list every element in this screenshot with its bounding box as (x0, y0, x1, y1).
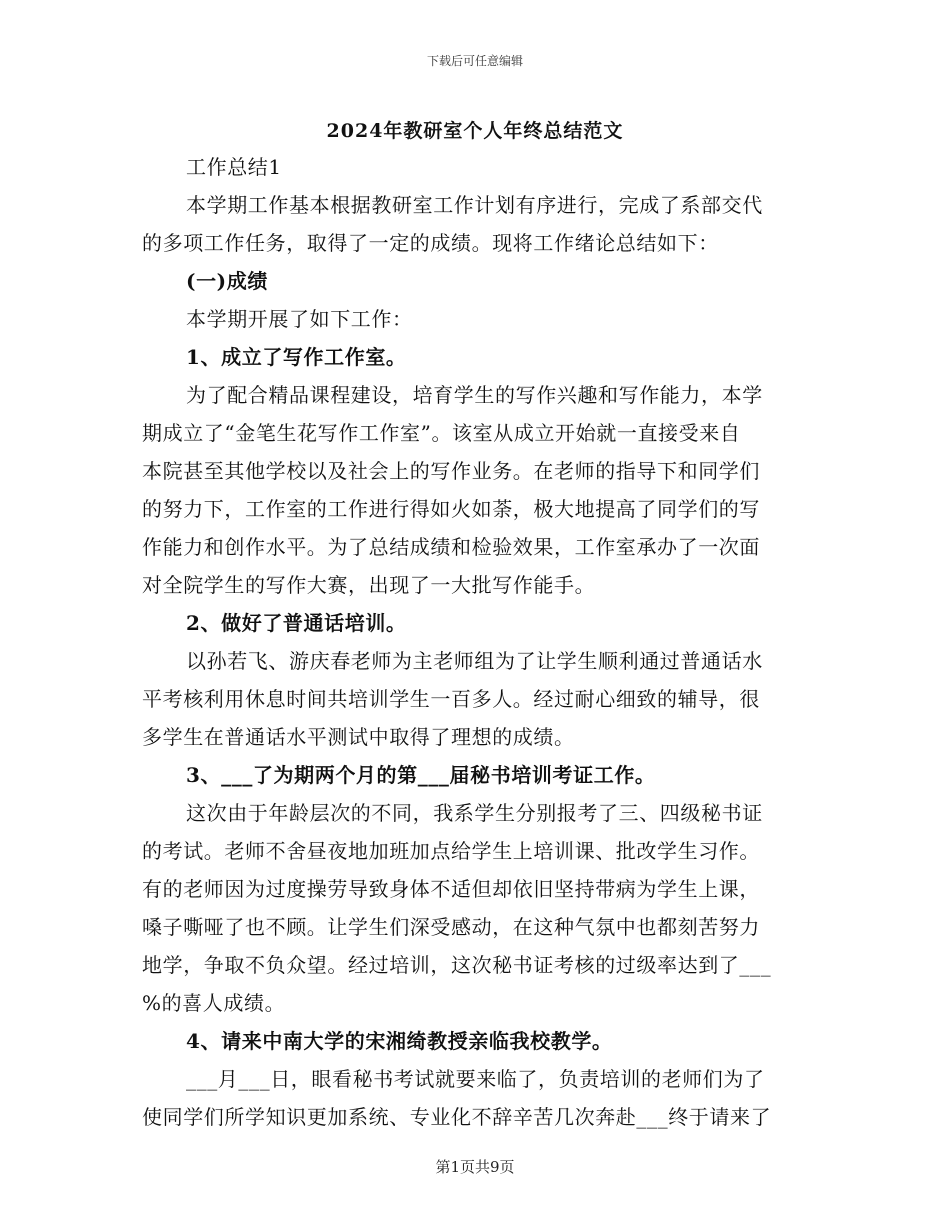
body-text-line: 平考核利用休息时间共培训学生一百多人。经过耐心细致的辅导，很 (142, 687, 760, 711)
body-text-line: 工作总结1 (186, 155, 282, 179)
page-footer: 第1页共9页 (435, 1158, 515, 1176)
body-text-line: 为了配合精品课程建设，培育学生的写作兴趣和写作能力，本学 (186, 383, 763, 407)
body-text-line: 嗓子嘶哑了也不顾。让学生们深受感动，在这种气氛中也都刻苦努力 (142, 915, 760, 939)
body-text-line: 对全院学生的写作大赛，出现了一大批写作能手。 (142, 573, 596, 597)
body-text-line: 本院甚至其他学校以及社会上的写作业务。在老师的指导下和同学们 (142, 459, 760, 483)
body-text-line: 这次由于年龄层次的不同，我系学生分别报考了三、四级秘书证 (186, 801, 763, 825)
section-heading: (一)成绩 (186, 269, 268, 293)
body-text-line: ___月___日，眼看秘书考试就要来临了，负责培训的老师们为了 (186, 1067, 765, 1091)
body-text-line: 本学期工作基本根据教研室工作计划有序进行，完成了系部交代 (186, 193, 763, 217)
body-text-line: 的努力下，工作室的工作进行得如火如荼，极大地提高了同学们的写 (142, 497, 760, 521)
body-text-line: 本学期开展了如下工作： (186, 307, 413, 331)
body-text-line: 以孙若飞、游庆春老师为主老师组为了让学生顺利通过普通话水 (186, 649, 763, 673)
body-text-line: 有的老师因为过度操劳导致身体不适但却依旧坚持带病为学生上课， (142, 877, 760, 901)
body-text-line: 多学生在普通话水平测试中取得了理想的成绩。 (142, 725, 575, 749)
body-text-line: 作能力和创作水平。为了总结成绩和检验效果，工作室承办了一次面 (142, 535, 760, 559)
document-title: 2024年教研室个人年终总结范文 (326, 120, 624, 142)
body-text-line: 地学，争取不负众望。经过培训，这次秘书证考核的过级率达到了___ (142, 953, 772, 977)
document-body (142, 148, 802, 1136)
section-heading: 4、请来中南大学的宋湘绮教授亲临我校教学。 (186, 1029, 613, 1053)
page-header: 下载后可任意编辑 (426, 54, 523, 68)
body-text-line: 期成立了“金笔生花写作工作室”。该室从成立开始就一直接受来自 (142, 421, 741, 445)
section-heading: 1、成立了写作工作室。 (186, 345, 407, 369)
section-heading: 3、___了为期两个月的第___届秘书培训考证工作。 (186, 763, 656, 787)
body-text-line: %的喜人成绩。 (142, 991, 286, 1015)
body-text-line: 的多项工作任务，取得了一定的成绩。现将工作绪论总结如下： (142, 231, 719, 255)
body-text-line: 的考试。老师不舍昼夜地加班加点给学生上培训课、批改学生习作。 (142, 839, 760, 863)
body-text-line: 使同学们所学知识更加系统、专业化不辞辛苦几次奔赴___终于请来了 (142, 1105, 772, 1129)
section-heading: 2、做好了普通话培训。 (186, 611, 407, 635)
